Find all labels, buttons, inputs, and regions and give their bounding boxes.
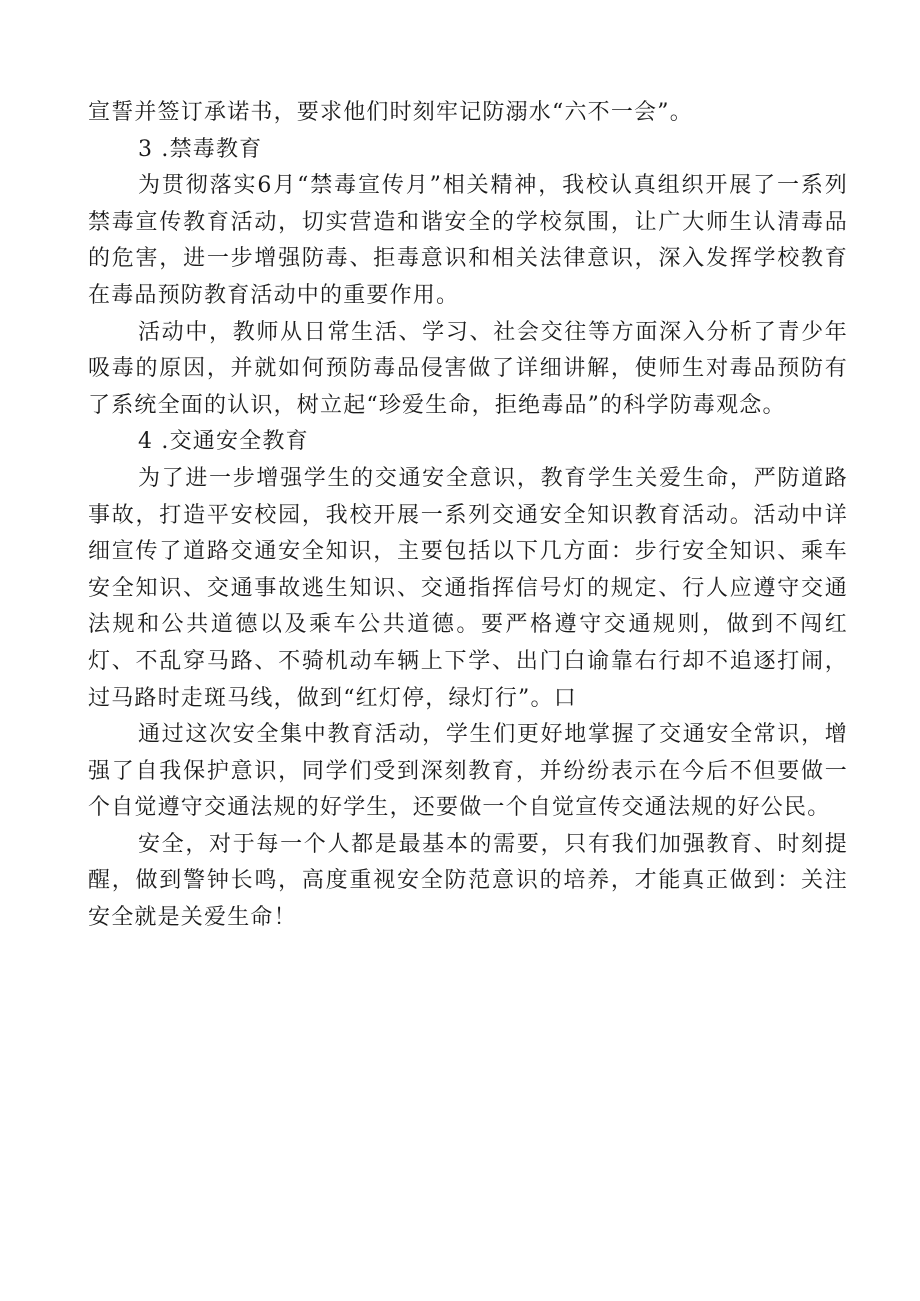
paragraph-drug-education-intro: 为贯彻落实6月“禁毒宣传月”相关精神，我校认真组织开展了一系列禁毒宣传教育活动，切实营造和谐安全的学校氛围，让广大师生认清毒品的危害，进一步增强防毒、拒毒意识和相关法律意识，深入发挥学校教育在毒品预防教育活动中的重要作用。 (88, 173, 848, 308)
paragraph-traffic-safety-result: 通过这次安全集中教育活动，学生们更好地掌握了交通安全常识，增强了自我保护意识，同学们受到深刻教育，并纷纷表示在今后不但要做一个自觉遵守交通法规的好学生，还要做一个自觉宣传交通法规的好公民。 (88, 722, 848, 821)
section-heading-traffic-safety: 4 .交通安全教育 (138, 429, 309, 455)
section-heading-drug-education: 3 .禁毒教育 (138, 136, 263, 162)
paragraph-traffic-safety-intro: 为了进一步增强学生的交通安全意识，教育学生关爱生命，严防道路事故，打造平安校园，我校开展一系列交通安全知识教育活动。活动中详细宣传了道路交通安全知识，主要包括以下几方面：步行安全知识、乘车安全知识、交通事故逃生知识、交通指挥信号灯的规定、行人应遵守交通法规和公共道德以及乘车公共道德。要严格遵守交通规则，做到不闯红灯、不乱穿马路、不骑机动车辆上下学、出门白谕靠右行却不追逐打闹，过马路时走斑马线，做到“红灯停，绿灯行”。口 (88, 465, 848, 711)
paragraph-drug-education-activity: 活动中，教师从日常生活、学习、社会交往等方面深入分析了青少年吸毒的原因，并就如何预防毒品侵害做了详细讲解，使师生对毒品预防有了系统全面的认识，树立起“珍爱生命，拒绝毒品”的科学防毒观念。 (88, 319, 848, 418)
document-body (88, 95, 848, 937)
paragraph-continuation: 宣誓并签订承诺书，要求他们时刻牢记防溺水“六不一会”。 (88, 100, 693, 125)
paragraph-conclusion: 安全，对于每一个人都是最基本的需要，只有我们加强教育、时刻提醒，做到警钟长鸣，高度重视安全防范意识的培养，才能真正做到：关注安全就是关爱生命！ (88, 831, 848, 931)
